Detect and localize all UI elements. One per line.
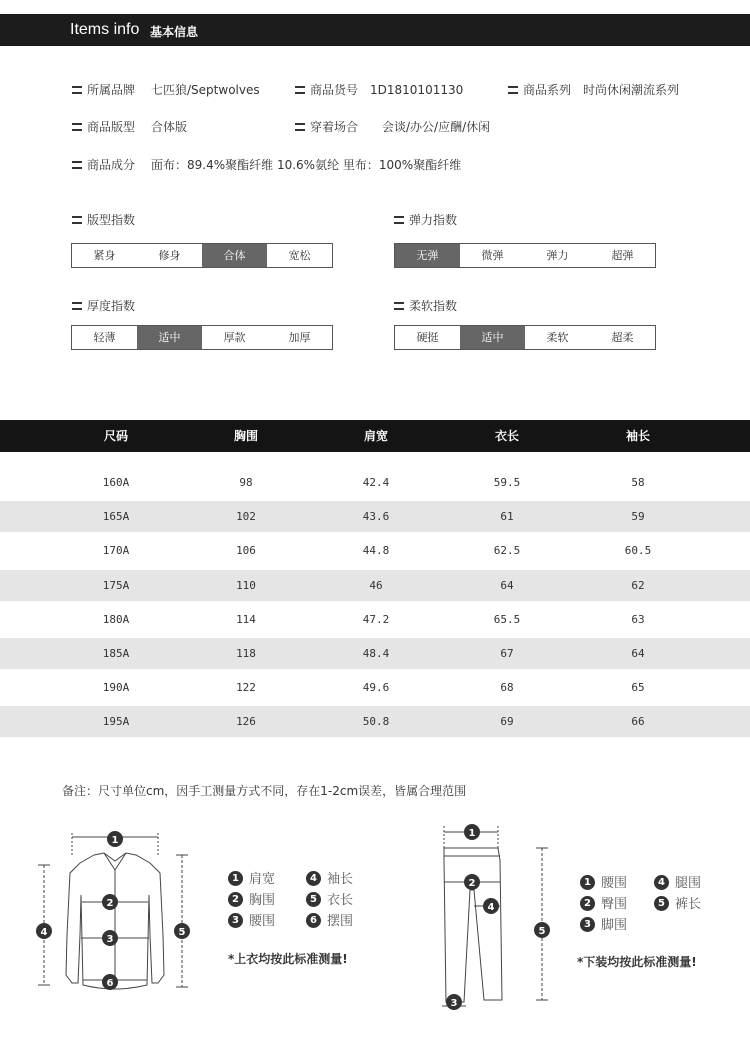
- legend-item: 2 胸围: [228, 889, 275, 908]
- info-occasion: 穿着场合 会谈/办公/应酬/休闲: [295, 118, 490, 135]
- cell-chest: 98: [239, 476, 253, 489]
- list-bullet-icon: [394, 302, 404, 310]
- thickness-index-scale: [71, 325, 333, 350]
- shirt-legend-note: *上衣均按此标准测量!: [228, 952, 348, 966]
- cell-shoulder: 50.8: [362, 715, 390, 729]
- cell-size: 190A: [102, 681, 130, 695]
- cell-length: 64: [500, 578, 514, 592]
- table-row: [0, 638, 750, 669]
- pants-marker-2-label: 2: [468, 878, 476, 889]
- marker-1-label: 1: [111, 835, 119, 846]
- cell-shoulder: 43.6: [362, 510, 390, 524]
- shirt-measurement-diagram: [30, 825, 200, 1010]
- marker-2-label: 2: [106, 898, 114, 909]
- header-title-cn: 基本信息: [150, 25, 199, 39]
- cell-length: 69: [500, 715, 514, 729]
- shirt-markers: [36, 831, 190, 990]
- cell-size: 175A: [102, 578, 130, 592]
- elastic-index-option: 无弹: [395, 244, 460, 267]
- list-bullet-icon: [72, 161, 82, 169]
- list-bullet-icon: [72, 86, 82, 94]
- softness-index-option: 硬挺: [416, 331, 439, 344]
- legend-item: 2 臀围: [580, 893, 627, 912]
- header-length: 衣长: [494, 429, 519, 443]
- fit-index-scale: [71, 243, 333, 268]
- cell-sleeve: 60.5: [624, 544, 652, 558]
- cell-sleeve: 63: [631, 612, 645, 626]
- thickness-index-option: 厚款: [223, 331, 246, 344]
- pants-marker-3-label: 3: [450, 998, 458, 1009]
- pants-marker-1-label: 1: [468, 828, 476, 839]
- cell-chest: 122: [236, 681, 256, 695]
- cell-size: 185A: [102, 647, 130, 660]
- softness-index-option: 超柔: [611, 331, 634, 344]
- table-row: [0, 501, 750, 532]
- cell-chest: 126: [236, 715, 256, 729]
- list-bullet-icon: [394, 216, 404, 224]
- elastic-index-option: 微弹: [481, 249, 504, 262]
- table-row: [0, 570, 750, 601]
- info-series: 商品系列 时尚休闲潮流系列: [508, 81, 679, 98]
- size-table-header: [0, 420, 750, 452]
- table-row: [0, 467, 750, 498]
- section-header: [0, 14, 750, 46]
- header-size: 尺码: [103, 429, 128, 443]
- legend-item: 4 袖长: [306, 868, 353, 887]
- legend-item: 5 裤长: [654, 893, 701, 912]
- cell-size: 180A: [102, 612, 130, 626]
- cell-length: 62.5: [493, 544, 521, 558]
- list-bullet-icon: [72, 302, 82, 310]
- cell-shoulder: 44.8: [362, 544, 390, 558]
- legend-item: 4 腿围: [654, 872, 701, 891]
- list-bullet-icon: [72, 216, 82, 224]
- thickness-index-option: 轻薄: [93, 331, 116, 344]
- info-fit: 商品版型 合体版: [72, 118, 187, 135]
- info-sku: 商品货号 1D1810101130: [295, 81, 463, 98]
- fit-index-option: 合体: [202, 244, 267, 267]
- cell-sleeve: 59: [631, 510, 645, 524]
- marker-3-label: 3: [106, 934, 114, 945]
- cell-shoulder: 42.4: [362, 476, 390, 489]
- table-row: [0, 535, 750, 566]
- cell-shoulder: 46: [369, 578, 383, 592]
- legend-item: 1 肩宽: [228, 868, 275, 887]
- fit-index-option: 紧身: [93, 249, 116, 262]
- cell-chest: 118: [236, 647, 256, 660]
- cell-length: 61: [500, 510, 514, 524]
- header-shoulder: 肩宽: [363, 429, 388, 443]
- pants-legend-note: *下装均按此标准测量!: [577, 955, 697, 969]
- info-material: 商品成分 面布：89.4%聚酯纤维 10.6%氨纶 里布：100%聚酯纤维: [72, 156, 461, 173]
- cell-length: 59.5: [493, 476, 521, 489]
- table-row: [0, 672, 750, 703]
- cell-sleeve: 58: [631, 476, 645, 489]
- pants-measurement-diagram: [420, 820, 560, 1015]
- legend-item: 3 腰围: [228, 910, 275, 929]
- cell-sleeve: 65: [631, 681, 645, 695]
- cell-sleeve: 66: [631, 715, 645, 729]
- header-chest: 胸围: [233, 429, 258, 443]
- fit-index-option: 修身: [158, 249, 181, 262]
- thickness-index-title: 厚度指数: [72, 297, 135, 314]
- cell-size: 195A: [102, 715, 130, 729]
- info-brand: 所属品牌 七匹狼/Septwolves: [72, 81, 260, 98]
- cell-length: 65.5: [493, 612, 521, 626]
- legend-item: 1 腰围: [580, 872, 627, 891]
- header-title-en: Items info: [70, 21, 140, 38]
- fit-index-title: 版型指数: [72, 211, 135, 228]
- cell-shoulder: 48.4: [362, 647, 390, 660]
- cell-size: 165A: [102, 510, 130, 524]
- cell-chest: 114: [236, 612, 256, 626]
- thickness-index-option: 加厚: [288, 331, 311, 344]
- thickness-index-option: 适中: [137, 326, 202, 349]
- marker-5-label: 5: [178, 927, 186, 938]
- fit-index-option: 宽松: [288, 249, 311, 262]
- softness-index-title: 柔软指数: [394, 297, 457, 314]
- elastic-index-title: 弹力指数: [394, 211, 457, 228]
- list-bullet-icon: [295, 86, 305, 94]
- list-bullet-icon: [508, 86, 518, 94]
- softness-index-scale: [394, 325, 656, 350]
- elastic-index-option: 超弹: [611, 249, 634, 262]
- elastic-index-option: 弹力: [546, 249, 569, 262]
- pants-marker-4-label: 4: [487, 902, 495, 913]
- table-row: [0, 604, 750, 635]
- cell-size: 170A: [102, 544, 130, 558]
- legend-item: 6 摆围: [306, 910, 353, 929]
- cell-sleeve: 64: [631, 647, 645, 660]
- cell-length: 67: [500, 647, 514, 660]
- cell-shoulder: 49.6: [362, 681, 390, 695]
- pants-outline: [444, 848, 502, 1002]
- list-bullet-icon: [72, 123, 82, 131]
- measurement-note: 备注：尺寸单位cm，因手工测量方式不同，存在1-2cm误差，皆属合理范围: [62, 784, 467, 798]
- cell-chest: 102: [236, 510, 256, 524]
- marker-6-label: 6: [106, 978, 114, 989]
- pants-markers: [446, 824, 550, 1010]
- marker-4-label: 4: [40, 927, 48, 938]
- elastic-index-scale: [394, 243, 656, 268]
- list-bullet-icon: [295, 123, 305, 131]
- pants-marker-5-label: 5: [538, 926, 546, 937]
- legend-item: 5 衣长: [306, 889, 353, 908]
- legend-item: 3 脚围: [580, 914, 627, 933]
- softness-index-option: 柔软: [546, 331, 569, 344]
- header-sleeve: 袖长: [625, 429, 650, 443]
- cell-chest: 110: [236, 578, 256, 592]
- cell-shoulder: 47.2: [362, 612, 390, 626]
- cell-length: 68: [500, 681, 514, 695]
- table-row: [0, 706, 750, 737]
- softness-index-option: 适中: [460, 326, 525, 349]
- cell-size: 160A: [102, 476, 130, 489]
- cell-chest: 106: [236, 544, 256, 558]
- cell-sleeve: 62: [631, 578, 645, 592]
